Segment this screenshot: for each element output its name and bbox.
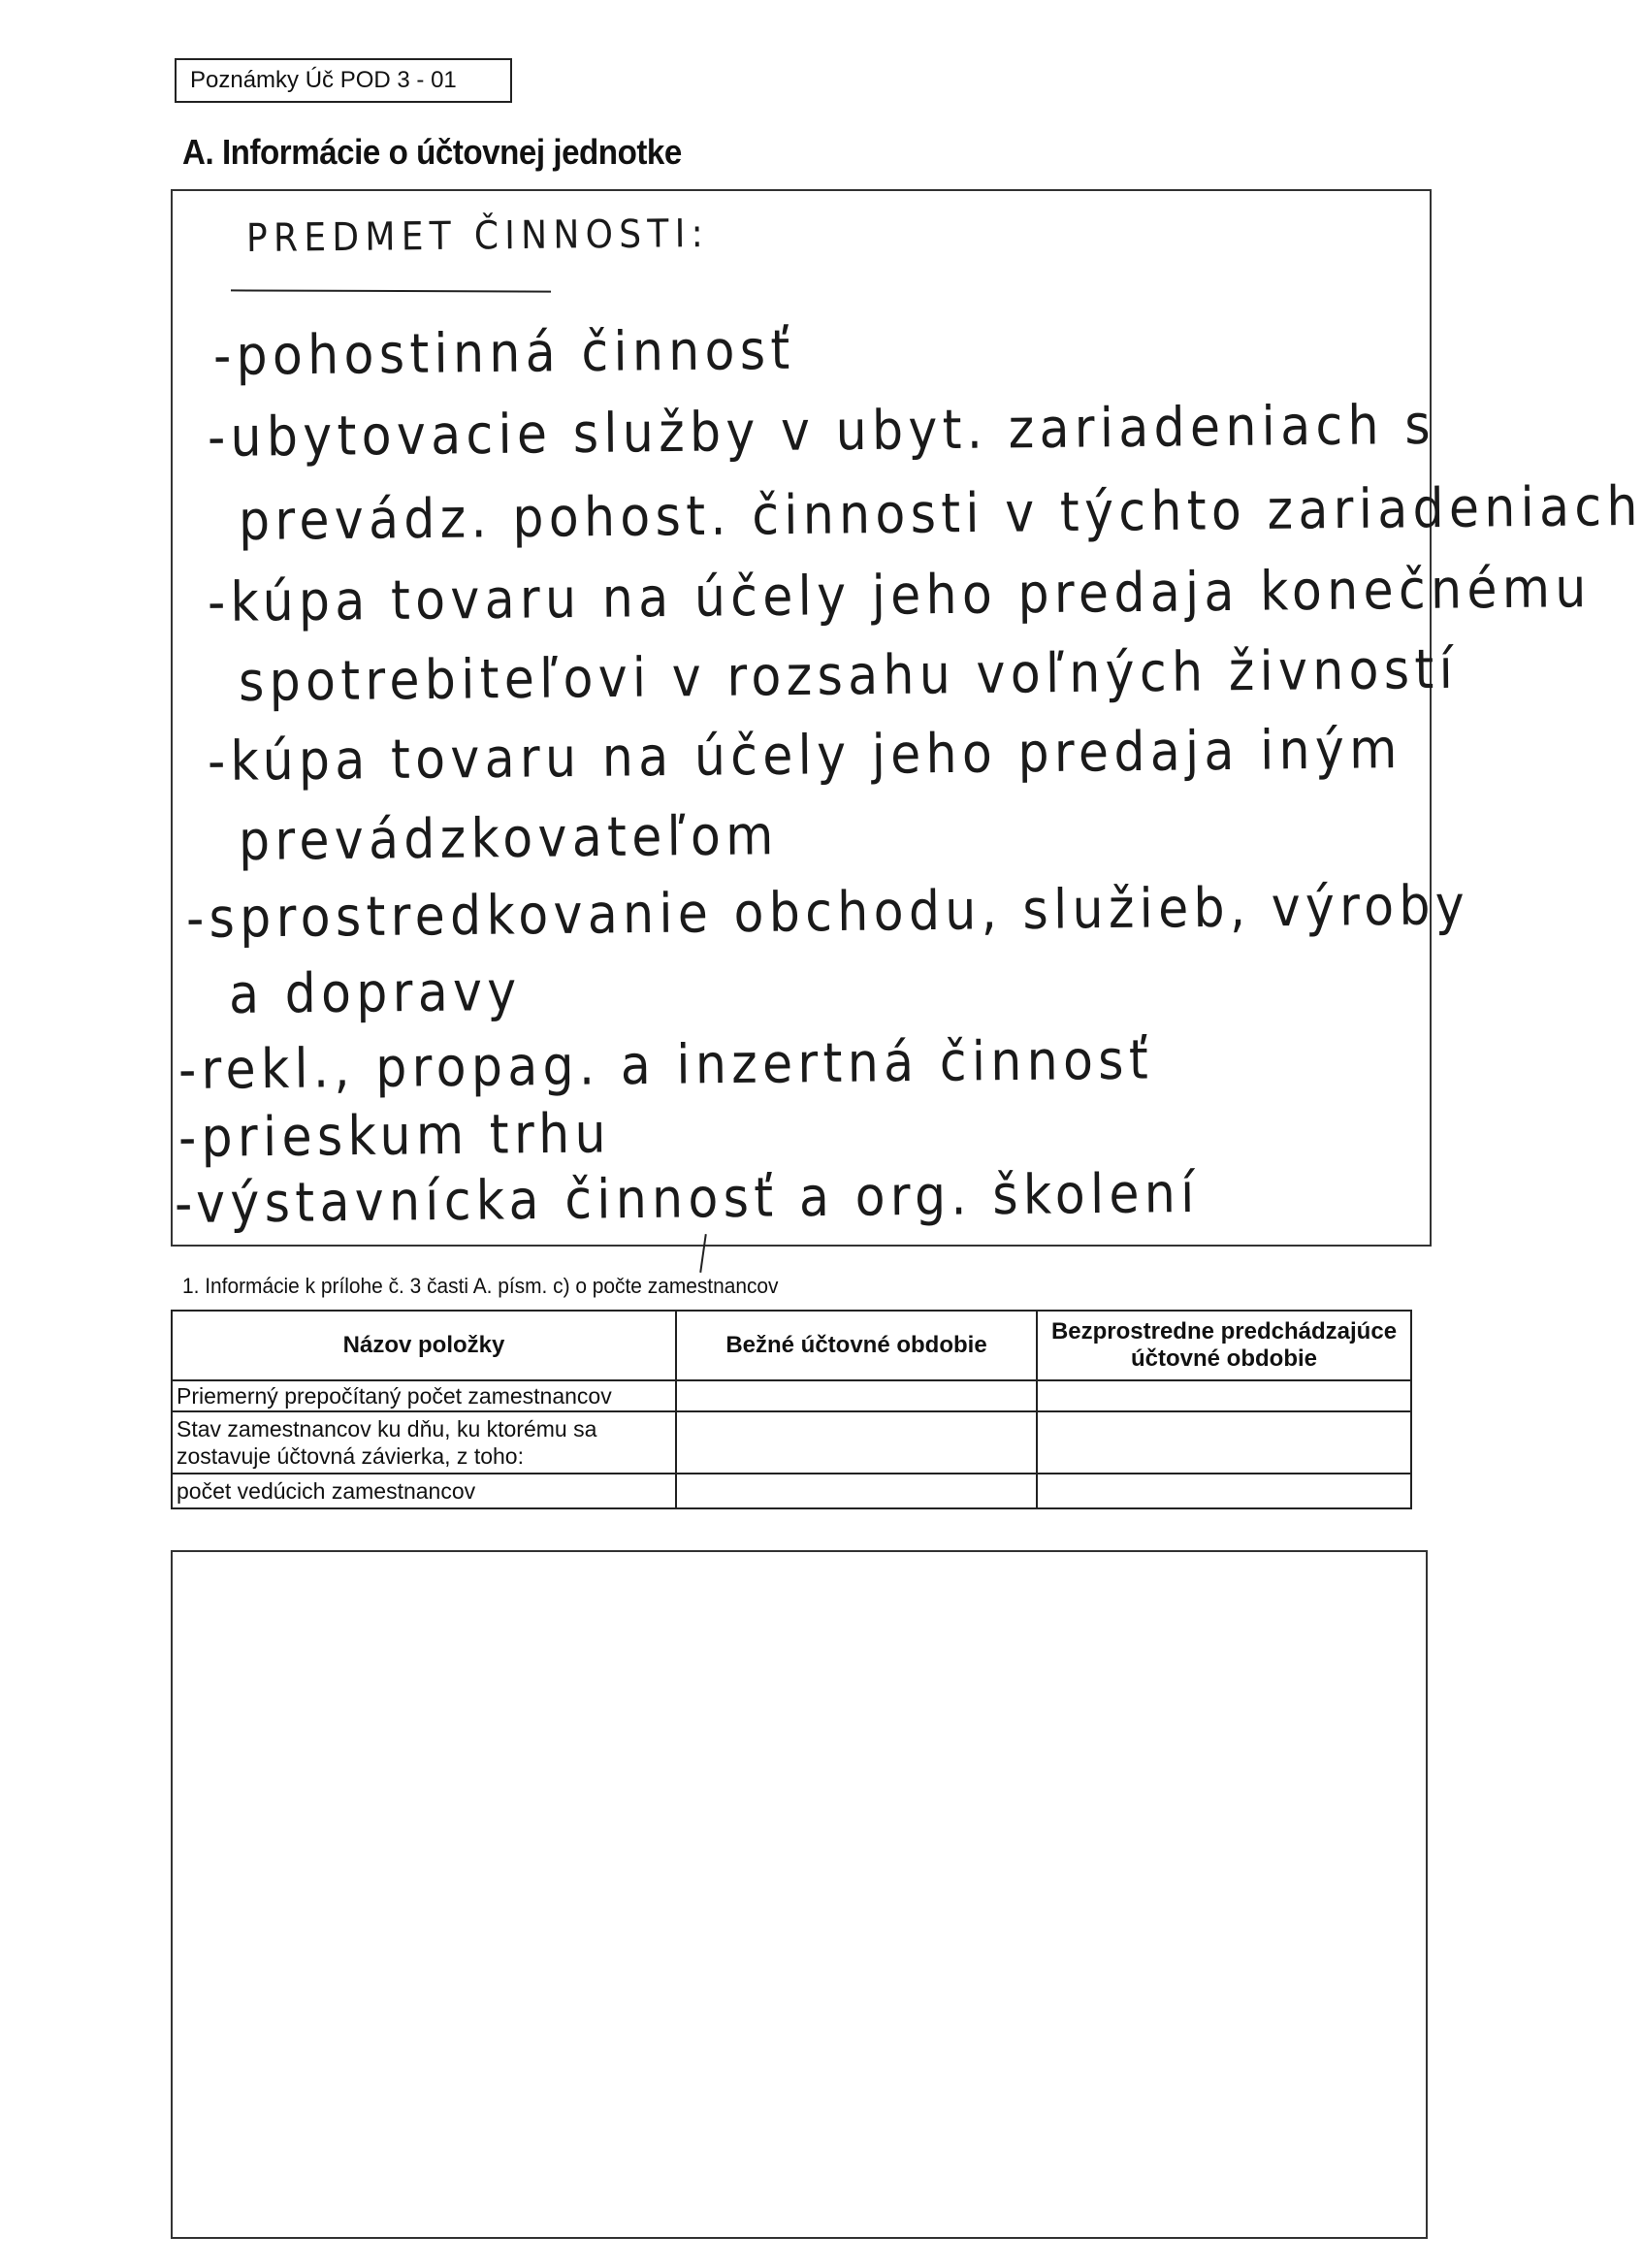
table-header-row <box>172 1311 1411 1380</box>
activity-line: -kúpa tovaru na účely jeho predaja iným <box>207 718 1402 794</box>
activity-line: prevádzkovateľom <box>238 804 780 873</box>
previous-value-cell[interactable] <box>1037 1411 1411 1474</box>
employees-table <box>171 1310 1412 1509</box>
header-previous-period: Bezprostredne predchádzajúce účtovné obdobie <box>1037 1311 1411 1380</box>
employees-caption: 1. Informácie k prílohe č. 3 časti A. písm. c) o počte zamestnancov <box>182 1274 779 1298</box>
form-code-label: Poznámky Úč POD 3 - 01 <box>175 58 512 103</box>
previous-value-cell[interactable] <box>1037 1380 1411 1411</box>
table-row <box>172 1474 1411 1508</box>
activity-line: -sprostredkovanie obchodu, služieb, výroby <box>185 874 1470 951</box>
row-label: Stav zamestnancov ku dňu, ku ktorému sa zostavuje účtovná závierka, z toho: <box>172 1411 676 1474</box>
row-label: Priemerný prepočítaný počet zamestnancov <box>172 1380 676 1411</box>
table-row <box>172 1411 1411 1474</box>
current-value-cell[interactable] <box>676 1380 1037 1411</box>
activity-line: a dopravy <box>228 959 522 1026</box>
previous-value-cell[interactable] <box>1037 1474 1411 1508</box>
activity-line: -pohostinná činnosť <box>212 318 795 388</box>
pen-stroke <box>699 1234 707 1273</box>
activity-line: -rekl., propag. a inzertná činnosť <box>177 1028 1154 1102</box>
activity-line: spotrebiteľovi v rozsahu voľných živností <box>238 637 1459 714</box>
table-row <box>172 1380 1411 1411</box>
current-value-cell[interactable] <box>676 1411 1037 1474</box>
activity-line: prevádz. pohost. činnosti v týchto zariadeniach <box>238 474 1643 553</box>
section-title: A. Informácie o účtovnej jednotke <box>182 132 682 172</box>
activity-line: -kúpa tovaru na účely jeho predaja konečnému <box>207 557 1592 634</box>
activity-line: -prieskum trhu <box>177 1102 612 1170</box>
notes-box[interactable] <box>171 1550 1428 2239</box>
activity-line: -výstavnícka činnosť a org. školení <box>174 1161 1200 1236</box>
heading-underline <box>231 289 551 292</box>
current-value-cell[interactable] <box>676 1474 1037 1508</box>
activity-heading: PREDMET ČINNOSTI: <box>245 211 710 261</box>
header-current-period: Bežné účtovné obdobie <box>676 1311 1037 1380</box>
header-item-name: Názov položky <box>172 1311 676 1380</box>
activity-text-box <box>171 189 1643 1247</box>
row-label: počet vedúcich zamestnancov <box>172 1474 676 1508</box>
activity-line: -ubytovacie služby v ubyt. zariadeniach s <box>207 393 1436 470</box>
